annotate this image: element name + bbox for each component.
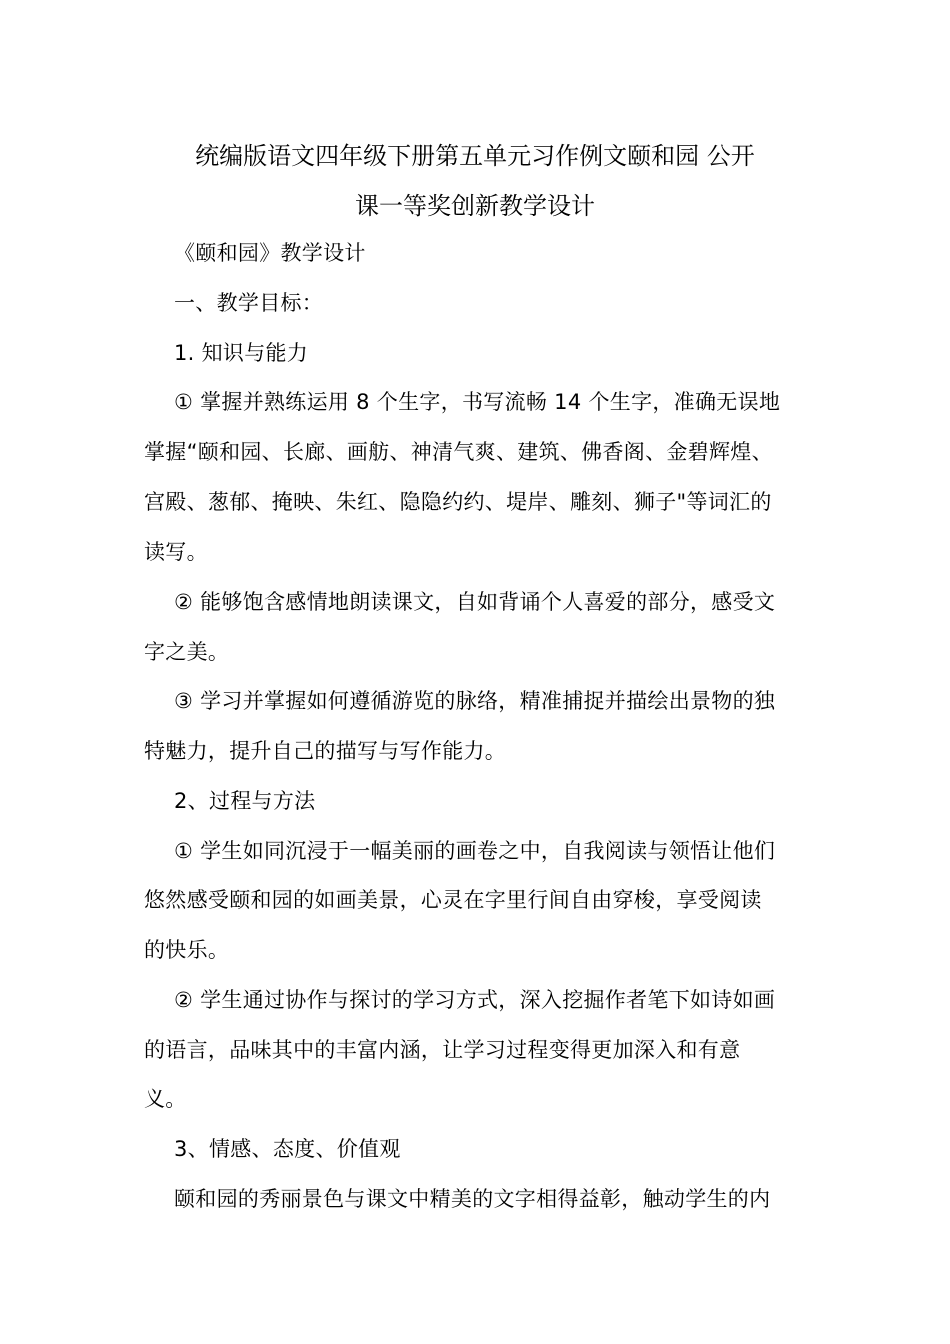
paragraph-line: 读写。 — [144, 540, 208, 564]
paragraph-line: 义。 — [144, 1087, 187, 1111]
paragraph-line: ① 掌握并熟练运用 8 个生字，书写流畅 14 个生字，准确无误地 — [174, 390, 781, 414]
document-title-line-1: 统编版语文四年级下册第五单元习作例文颐和园 公开 — [195, 142, 755, 170]
subheading-emotion-values: 3、情感、态度、价值观 — [174, 1137, 401, 1161]
document-title-line-2: 课一等奖创新教学设计 — [355, 192, 595, 220]
paragraph-line: 宫殿、葱郁、掩映、朱红、隐隐约约、堤岸、雕刻、狮子"等词汇的 — [144, 490, 772, 514]
subheading-knowledge-ability: 1. 知识与能力 — [174, 341, 309, 365]
paragraph-line: ② 学生通过协作与探讨的学习方式，深入挖掘作者笔下如诗如画 — [174, 988, 776, 1012]
subheading-process-method: 2、过程与方法 — [174, 789, 316, 813]
paragraph-line: 掌握“颐和园、长廊、画舫、神清气爽、建筑、佛香阁、金碧辉煌、 — [144, 440, 773, 464]
paragraph-line: 特魅力，提升自己的描写与写作能力。 — [144, 739, 507, 763]
paragraph-line: ② 能够饱含感情地朗读课文，自如背诵个人喜爱的部分，感受文 — [174, 590, 776, 614]
paragraph-line: 悠然感受颐和园的如画美景，心灵在字里行间自由穿梭，享受阅读 — [144, 888, 762, 912]
section-heading-objectives: 一、教学目标： — [174, 291, 324, 315]
paragraph-line: 的快乐。 — [144, 938, 230, 962]
paragraph-line: 字之美。 — [144, 640, 230, 664]
paragraph-line: ① 学生如同沉浸于一幅美丽的画卷之中，自我阅读与领悟让他们 — [174, 839, 776, 863]
paragraph-line: 颐和园的秀丽景色与课文中精美的文字相得益彰，触动学生的内 — [174, 1187, 771, 1211]
document-subtitle: 《颐和园》教学设计 — [174, 241, 366, 265]
paragraph-line: ③ 学习并掌握如何遵循游览的脉络，精准捕捉并描绘出景物的独 — [174, 689, 776, 713]
paragraph-line: 的语言，品味其中的丰富内涵，让学习过程变得更加深入和有意 — [144, 1038, 741, 1062]
